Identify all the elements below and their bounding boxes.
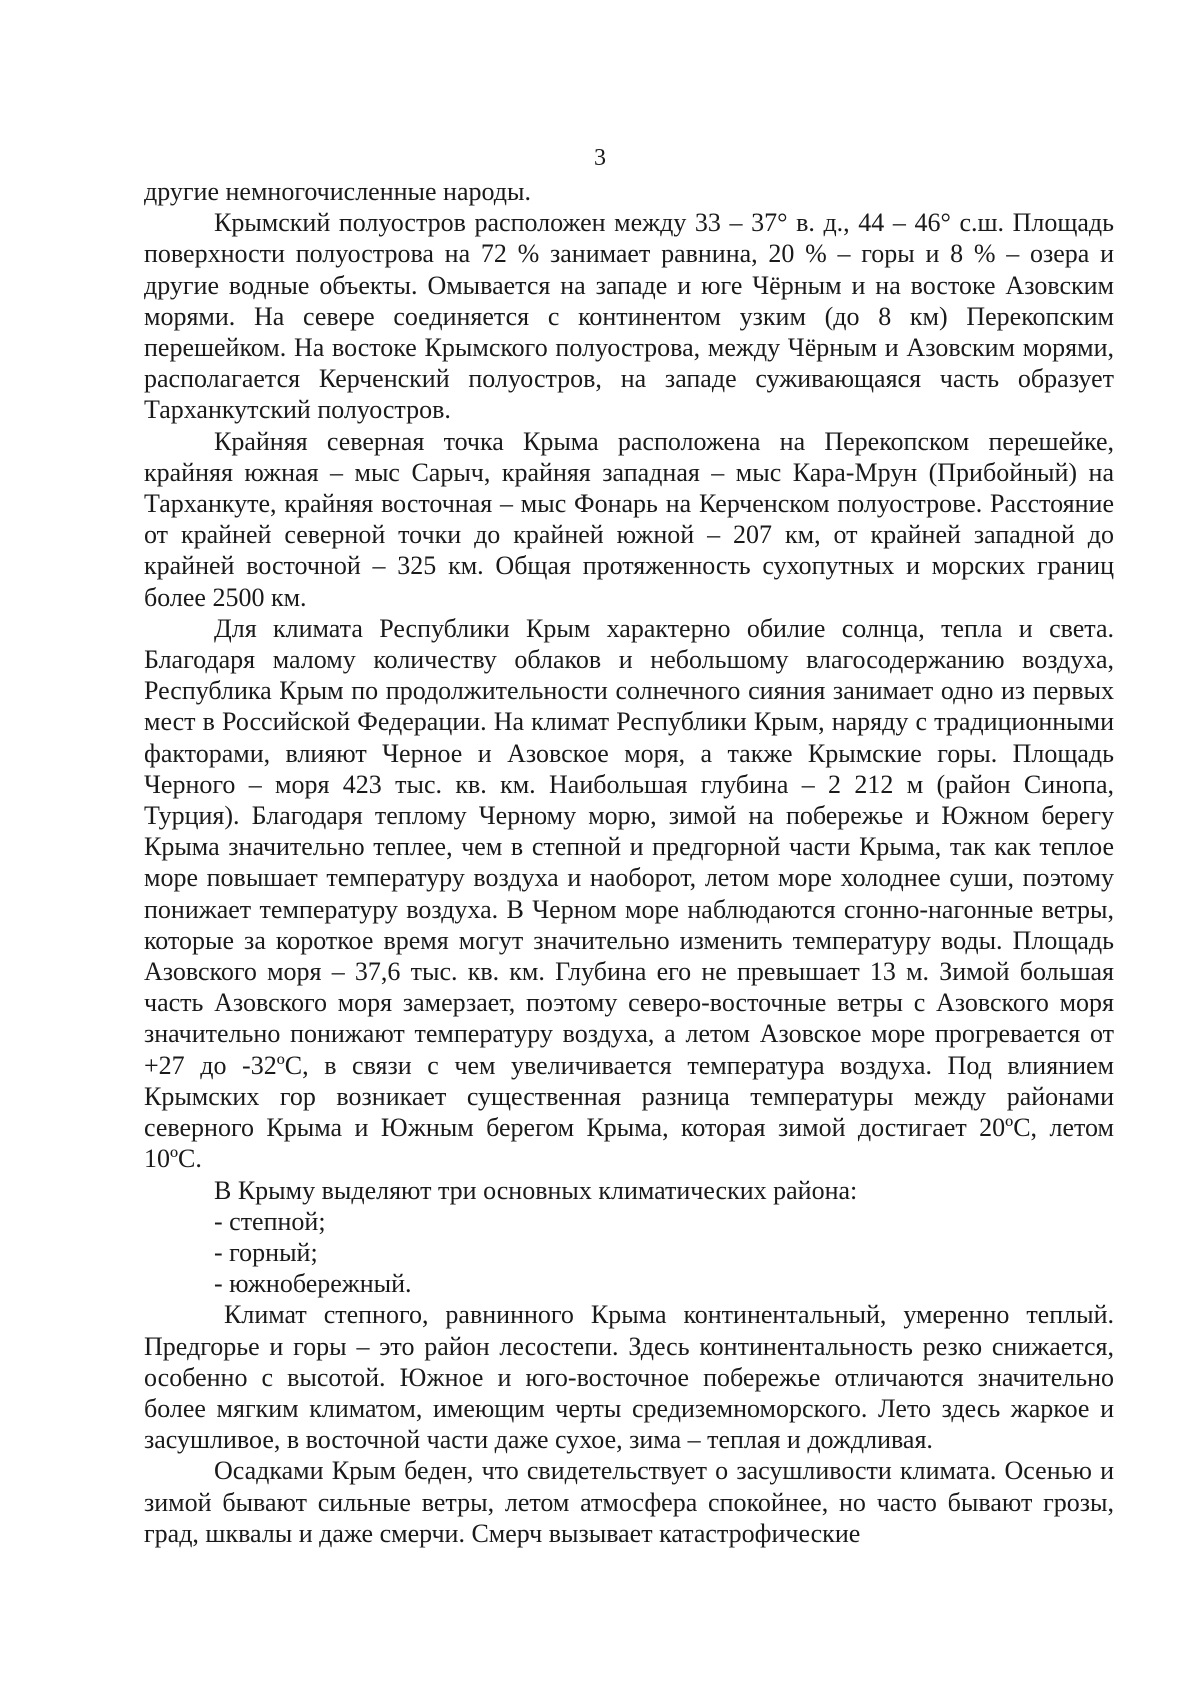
paragraph-extreme-points: Крайняя северная точка Крыма расположена на Перекопском перешейке, крайняя южная – мыс Сарыч, крайняя западная – мыс Кара-Мрун (Прибойный) на Тарханкуте, крайняя восточная – мыс Фонарь на Керченском полуострове. Расстояние от крайней северной точки до крайней южной – 207 км, от крайней западной до крайней восточной – 325 км. Общая протяженность сухопутных и морских границ более 2500 км. <box>144 426 1114 612</box>
body-text <box>144 176 1114 1549</box>
paragraph-steppe-climate: Климат степного, равнинного Крыма континентальный, умеренно теплый. Предгорье и горы – это район лесостепи. Здесь континентальность резко снижается, особенно с высотой. Южное и юго-восточное побережье отличаются значительно более мягким климатом, имеющим черты средиземноморского. Лето здесь жаркое и засушливое, в восточной части даже сухое, зима – теплая и дождливая. <box>144 1300 1114 1455</box>
page-number: 3 <box>594 145 606 171</box>
list-item-mountain: - горный; <box>214 1237 318 1267</box>
list-item-south-coast: - южнобережный. <box>214 1269 412 1299</box>
paragraph-precipitation: Осадками Крым беден, что свидетельствует о засушливости климата. Осенью и зимой бывают сильные ветры, летом атмосфера спокойнее, но часто бывают грозы, град, шквалы и даже смерчи. Смерч вызывает катастрофические <box>144 1456 1114 1548</box>
paragraph-climate-regions-intro: В Крыму выделяют три основных климатических района: <box>214 1175 858 1205</box>
list-item-steppe: - степной; <box>214 1206 326 1236</box>
paragraph-climate: Для климата Республики Крым характерно обилие солнца, тепла и света. Благодаря малому количеству облаков и небольшому влагосодержанию воздуха, Республика Крым по продолжительности солнечного сияния занимает одно из первых мест в Российской Федерации. На климат Республики Крым, наряду с традиционными факторами, влияют Черное и Азовское моря, а также Крымские горы. Площадь Черного – моря 423 тыс. кв. км. Наибольшая глубина – 2 212 м (район Синопа, Турция). Благодаря теплому Черному морю, зимой на побережье и Южном берегу Крыма значительно теплее, чем в степной и предгорной части Крыма, так как теплое море повышает температуру воздуха и наоборот, летом море холоднее суши, поэтому понижает температуру воздуха. В Черном море наблюдаются сгонно-нагонные ветры, которые за короткое время могут значительно изменить температуру воды. Площадь Азовского моря – 37,6 тыс. кв. км. Глубина его не превышает 13 м. Зимой большая часть Азовского моря замерзает, поэтому северо-восточные ветры с Азовского моря значительно понижают температуру воздуха, а летом Азовское море прогревается от +27 до -32ºС, в связи с чем увеличивается температура воздуха. Под влиянием Крымских гор возникает существенная разница температуры между районами северного Крыма и Южным берегом Крыма, которая зимой достигает 20ºС, летом 10ºС. <box>144 613 1114 1174</box>
paragraph-continuation: другие немногочисленные народы. <box>144 177 531 206</box>
paragraph-geography: Крымский полуостров расположен между 33 – 37° в. д., 44 – 46° с.ш. Площадь поверхности полуострова на 72 % занимает равнина, 20 % – горы и 8 % – озера и другие водные объекты. Омывается на западе и юге Чёрным и на востоке Азовским морями. На севере соединяется с континентом узким (до 8 км) Перекопским перешейком. На востоке Крымского полуострова, между Чёрным и Азовским морями, располагается Керченский полуостров, на западе суживающаяся часть образует Тарханкутский полуостров. <box>144 208 1114 425</box>
